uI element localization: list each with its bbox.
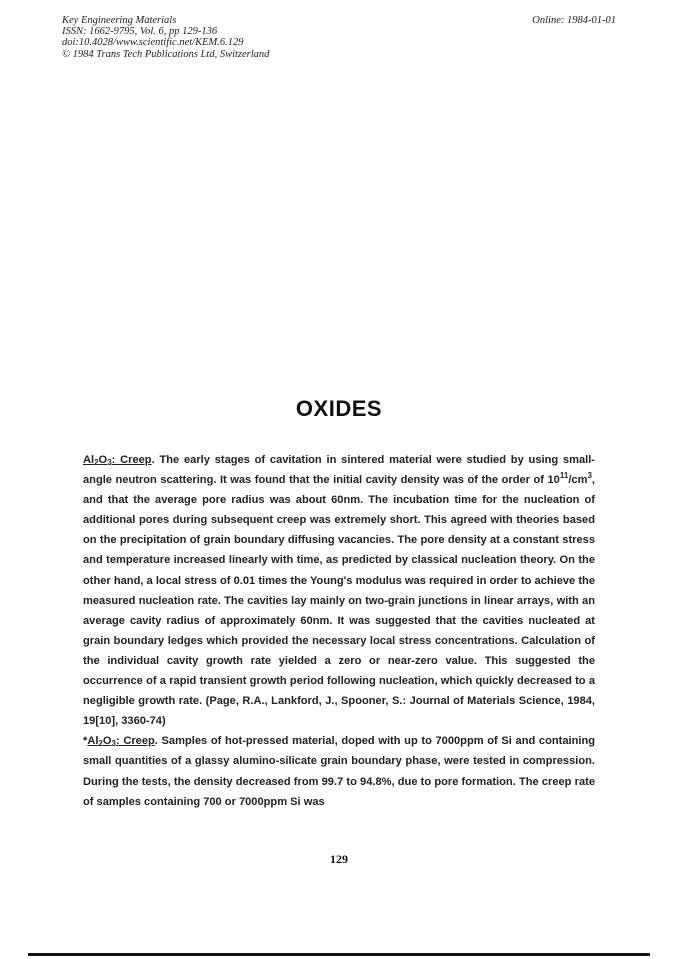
asterisk-marker: * bbox=[83, 735, 88, 748]
exponent-11: 11 bbox=[559, 471, 569, 481]
citation-header bbox=[62, 15, 269, 60]
bottom-rule bbox=[28, 953, 650, 956]
paragraph-1 bbox=[83, 450, 595, 731]
paragraph-2-text: . Samples of hot-pressed material, doped with up to 7000ppm of Si and containing small quantities of a glassy alumino-silicate grain boundary phase, were tested in compression. During the tests, the density decreased from 99.7 to 94.8%, due to pore formation. The creep rate of samples containing 700 or 7000ppm Si was bbox=[83, 735, 595, 808]
issn-line: ISSN: 1662-9795, Vol. 6, pp 129-136 bbox=[62, 26, 218, 38]
formula-sub-2: 2 bbox=[94, 458, 99, 467]
paragraph-2 bbox=[83, 731, 595, 811]
paragraph-2-heading bbox=[87, 735, 154, 747]
formula-sub-3: 3 bbox=[107, 458, 112, 467]
heading-creep: : Creep bbox=[115, 735, 155, 748]
exponent-3: 3 bbox=[587, 471, 592, 481]
doi-line: doi:10.4028/www.scientific.net/KEM.6.129 bbox=[62, 37, 244, 49]
heading-creep: : Creep bbox=[111, 454, 152, 466]
page-number: 129 bbox=[330, 852, 348, 866]
formula-al: Al bbox=[87, 735, 99, 748]
paragraph-1-text-b: /cm bbox=[568, 474, 588, 487]
formula-o: O bbox=[102, 735, 112, 748]
article-body bbox=[83, 450, 595, 812]
formula-sub-2: 2 bbox=[98, 739, 103, 749]
copyright-line: © 1984 Trans Tech Publications Ltd, Switzerland bbox=[62, 48, 270, 60]
paragraph-1-text-a: . The early stages of cavitation in sintered material were studied by using small-angle neutron scattering. It was found that the initial cavity density was of the order of 10 bbox=[83, 454, 595, 487]
formula-o: O bbox=[98, 454, 108, 466]
paragraph-1-text-c: , and that the average pore radius was about 60nm. The incubation time for the nucleation of additional pores during subsequent creep was extremely short. This agreed with theories based on the precipitation of grain boundary diffusing vacancies. The pore density at a constant stress and temperature increased linearly with time, as predicted by classical nucleation theory. On the other hand, a local stress of 0.01 times the Young's modulus was required in order to achieve the measured nucleation rate. The cavities lay mainly on two-grain junctions in linear arrays, with an average cavity radius of approximately 60nm. It was suggested that the cavities nucleated at grain boundary ledges which provided the necessary local stress concentrations. Calculation of the individual cavity growth rate yielded a zero or near-zero value. This suggested the occurrence of a rapid transient growth period following nucleation, which quickly decreased to a negligible growth rate. (Page, R.A., Lankford, J., Spooner, S.: Journal of Materials Science, 1984, 19[10], 3360-74) bbox=[83, 474, 595, 728]
paragraph-1-heading bbox=[83, 454, 152, 466]
online-date: Online: 1984-01-01 bbox=[532, 15, 616, 26]
journal-name: Key Engineering Materials bbox=[62, 15, 177, 26]
formula-al: Al bbox=[83, 454, 95, 466]
formula-sub-3: 3 bbox=[111, 739, 116, 749]
section-title: OXIDES bbox=[295, 396, 383, 421]
